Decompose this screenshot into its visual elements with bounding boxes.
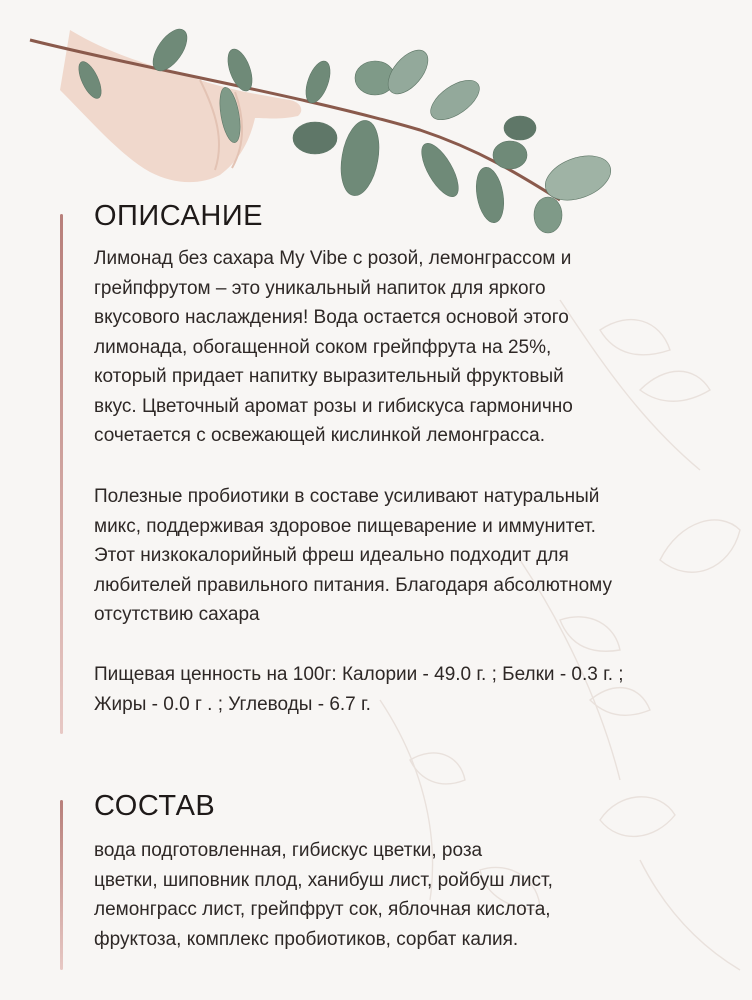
description-heading: ОПИСАНИЕ <box>94 200 264 232</box>
description-paragraph-2: Полезные пробиотики в составе усиливают натуральный микс, поддерживая здоровое пищеварение и иммунитет. Этот низкокалорийный фреш идеально подходит для любителей правильного питания. Благодаря абсолютному отсутствию сахара <box>94 486 612 625</box>
composition-accent-bar <box>60 800 63 970</box>
description-paragraph-1: Лимонад без сахара My Vibe с розой, лемонграссом и грейпфрутом – это уникальный напиток для яркого вкусового наслаждения! Вода остается основой этого лимонада, обогащенной соком грейпфрута на 25%, который придает напитку выразительный фруктовый вкус. Цветочный аромат розы и гибискуса гармонично сочетается с освежающей кислинкой лемонграсса. <box>94 248 573 446</box>
nutrition-facts: Пищевая ценность на 100г: Калории - 49.0 г. ; Белки - 0.3 г. ; Жиры - 0.0 г . ; Углеводы - 6.7 г. <box>94 664 624 715</box>
description-accent-bar <box>60 214 63 734</box>
composition-text: вода подготовленная, гибискус цветки, роза цветки, шиповник плод, ханибуш лист, ройбуш лист, лемонграсс лист, грейпфрут сок, яблочная кислота, фруктоза, комплекс пробиотиков, сорбат калия. <box>94 840 553 950</box>
composition-heading: СОСТАВ <box>94 790 216 822</box>
